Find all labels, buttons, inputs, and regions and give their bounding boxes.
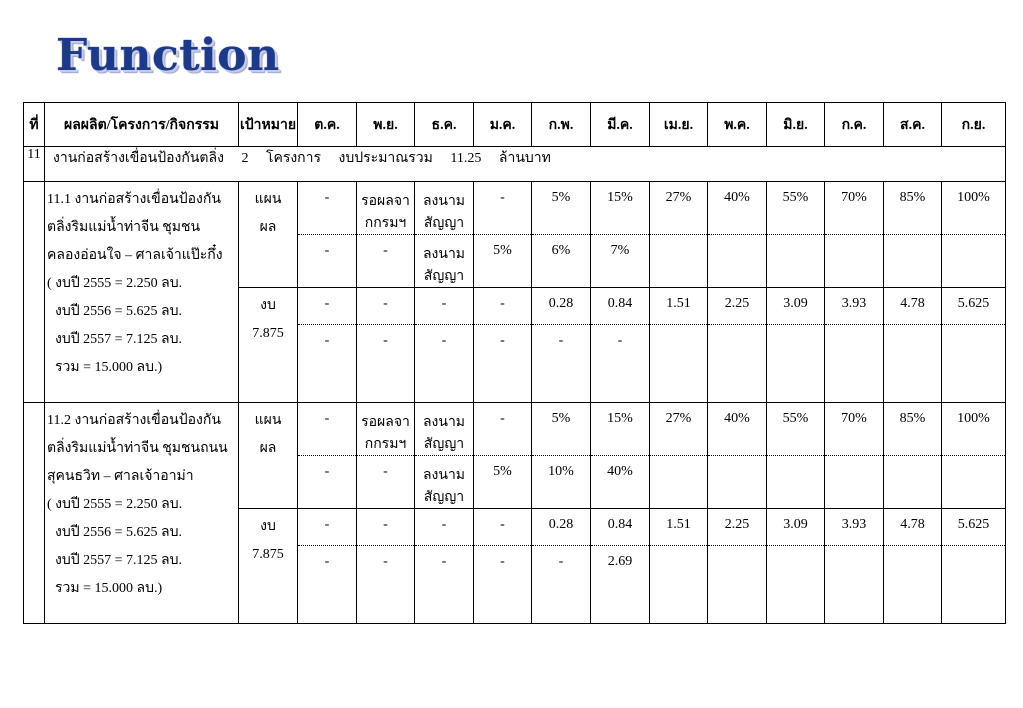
month-value-cell: 5%: [532, 182, 591, 235]
month-value-cell: [767, 456, 825, 509]
header-cell: ก.ย.: [942, 103, 1006, 147]
project-number-cell: [24, 403, 45, 624]
month-value-cell: 55%: [767, 182, 825, 235]
summary-title: งานก่อสร้างเขื่อนป้องกันตลิ่ง: [53, 151, 224, 166]
month-value-cell: -: [298, 288, 357, 325]
month-value-cell: [884, 325, 942, 403]
summary-unit: โครงการ: [265, 151, 322, 166]
month-value-cell: [650, 235, 708, 288]
project-number-cell: [24, 182, 45, 403]
page-title: Function: [56, 30, 280, 81]
month-value-cell: -: [298, 235, 357, 288]
month-value-cell: ลงนามสัญญา: [415, 456, 474, 509]
month-value-cell: ลงนามสัญญา: [415, 182, 474, 235]
header-cell: ที่: [24, 103, 45, 147]
plan-label: แผน: [254, 413, 282, 428]
month-value-cell: [708, 546, 767, 624]
month-value-cell: 5%: [474, 235, 532, 288]
month-value-cell: [942, 546, 1006, 624]
plan-label: แผน: [254, 192, 282, 207]
month-value-cell: -: [357, 288, 415, 325]
month-value-cell: 40%: [591, 456, 650, 509]
month-value-cell: ลงนามสัญญา: [415, 403, 474, 456]
month-value-cell: 10%: [532, 456, 591, 509]
month-value-cell: ลงนามสัญญา: [415, 235, 474, 288]
month-value-cell: 85%: [884, 403, 942, 456]
project-description-line: ( งบปี 2555 = 2.250 ลบ.: [47, 276, 183, 291]
month-value-cell: 85%: [884, 182, 942, 235]
project-description-line: รวม = 15.000 ลบ.): [55, 581, 163, 596]
summary-number: 11: [24, 147, 45, 182]
project-description-line: คลองอ่อนใจ – ศาลเจ้าแป๊ะกึ๋ง: [47, 248, 223, 263]
month-value-cell: [942, 235, 1006, 288]
budget-value: 7.875: [252, 547, 284, 562]
month-value-cell: 1.51: [650, 509, 708, 546]
header-cell: ผลผลิต/โครงการ/กิจกรรม: [45, 103, 239, 147]
budget-value: 7.875: [252, 326, 284, 341]
month-value-cell: 3.93: [825, 509, 884, 546]
summary-budget-unit: ล้านบาท: [498, 151, 551, 166]
project-description-line: สุคนธวิท – ศาลเจ้าอาม่า: [47, 469, 194, 484]
project-description-line: ตลิ่งริมแม่น้ำท่าจีน ชุมชนถนน: [47, 441, 228, 456]
month-value-cell: 0.84: [591, 288, 650, 325]
month-value-cell: 70%: [825, 182, 884, 235]
header-cell: เม.ย.: [650, 103, 708, 147]
header-cell: พ.ย.: [357, 103, 415, 147]
project-description: [45, 182, 239, 403]
month-value-cell: -: [357, 546, 415, 624]
month-value-cell: 27%: [650, 182, 708, 235]
month-value-cell: -: [357, 325, 415, 403]
month-value-cell: [708, 325, 767, 403]
month-value-cell: -: [298, 403, 357, 456]
month-value-cell: รอผลจากกรมฯ: [357, 403, 415, 456]
project-description-line: 11.1 งานก่อสร้างเขื่อนป้องกัน: [47, 192, 221, 207]
month-value-cell: 27%: [650, 403, 708, 456]
month-value-cell: 40%: [708, 182, 767, 235]
month-value-cell: -: [415, 546, 474, 624]
month-value-cell: 3.09: [767, 288, 825, 325]
header-cell: พ.ค.: [708, 103, 767, 147]
month-value-cell: [767, 235, 825, 288]
month-value-cell: [650, 546, 708, 624]
project-plan-table: [23, 102, 1006, 624]
header-cell: ส.ค.: [884, 103, 942, 147]
month-value-cell: 1.51: [650, 288, 708, 325]
summary-text: [45, 147, 1006, 182]
month-value-cell: 3.93: [825, 288, 884, 325]
summary-count: 2: [241, 151, 249, 166]
month-value-cell: [884, 235, 942, 288]
header-cell: มี.ค.: [591, 103, 650, 147]
month-value-cell: 100%: [942, 182, 1006, 235]
budget-label: งบ: [260, 519, 276, 534]
header-cell: ก.ค.: [825, 103, 884, 147]
month-value-cell: 4.78: [884, 288, 942, 325]
month-value-cell: -: [474, 325, 532, 403]
project-row: [24, 182, 1006, 235]
month-value-cell: 70%: [825, 403, 884, 456]
month-value-cell: -: [357, 235, 415, 288]
month-value-cell: [825, 235, 884, 288]
project-description-line: งบปี 2556 = 5.625 ลบ.: [55, 304, 182, 319]
month-value-cell: 7%: [591, 235, 650, 288]
month-value-cell: -: [357, 509, 415, 546]
month-value-cell: -: [298, 456, 357, 509]
month-value-cell: -: [298, 325, 357, 403]
budget-label: งบ: [260, 298, 276, 313]
month-value-cell: [825, 325, 884, 403]
month-value-cell: [767, 546, 825, 624]
month-value-cell: -: [415, 288, 474, 325]
month-value-cell: 2.25: [708, 509, 767, 546]
month-value-cell: [942, 456, 1006, 509]
project-row: [24, 403, 1006, 456]
project-description-line: งบปี 2557 = 7.125 ลบ.: [55, 332, 182, 347]
project-description: [45, 403, 239, 624]
header-cell: ธ.ค.: [415, 103, 474, 147]
month-value-cell: [650, 325, 708, 403]
month-value-cell: [884, 456, 942, 509]
month-value-cell: 2.69: [591, 546, 650, 624]
target-plan-result: [239, 403, 298, 509]
month-value-cell: 55%: [767, 403, 825, 456]
month-value-cell: -: [357, 456, 415, 509]
month-value-cell: [708, 235, 767, 288]
month-value-cell: 0.28: [532, 288, 591, 325]
result-label: ผล: [259, 220, 277, 235]
month-value-cell: -: [474, 546, 532, 624]
header-cell: ก.พ.: [532, 103, 591, 147]
month-value-cell: [767, 325, 825, 403]
target-budget: [239, 509, 298, 624]
month-value-cell: [825, 546, 884, 624]
header-row: [24, 103, 1006, 147]
header-cell: ต.ค.: [298, 103, 357, 147]
month-value-cell: -: [474, 288, 532, 325]
month-value-cell: -: [298, 182, 357, 235]
month-value-cell: -: [474, 509, 532, 546]
summary-budget-label: งบประมาณรวม: [338, 151, 433, 166]
header-cell: ม.ค.: [474, 103, 532, 147]
project-description-line: ตลิ่งริมแม่น้ำท่าจีน ชุมชน: [47, 220, 201, 235]
month-value-cell: [650, 456, 708, 509]
month-value-cell: 0.28: [532, 509, 591, 546]
month-value-cell: [884, 546, 942, 624]
month-value-cell: 5%: [532, 403, 591, 456]
month-value-cell: -: [298, 546, 357, 624]
project-description-line: รวม = 15.000 ลบ.): [55, 360, 163, 375]
project-description-line: งบปี 2556 = 5.625 ลบ.: [55, 525, 182, 540]
project-description-line: ( งบปี 2555 = 2.250 ลบ.: [47, 497, 183, 512]
month-value-cell: 15%: [591, 403, 650, 456]
month-value-cell: 15%: [591, 182, 650, 235]
month-value-cell: -: [591, 325, 650, 403]
month-value-cell: -: [298, 509, 357, 546]
project-description-line: งบปี 2557 = 7.125 ลบ.: [55, 553, 182, 568]
month-value-cell: 5.625: [942, 288, 1006, 325]
result-label: ผล: [259, 441, 277, 456]
month-value-cell: -: [415, 509, 474, 546]
month-value-cell: 40%: [708, 403, 767, 456]
month-value-cell: -: [532, 546, 591, 624]
target-plan-result: [239, 182, 298, 288]
month-value-cell: รอผลจากกรมฯ: [357, 182, 415, 235]
month-value-cell: -: [474, 403, 532, 456]
month-value-cell: 3.09: [767, 509, 825, 546]
target-budget: [239, 288, 298, 403]
month-value-cell: 5.625: [942, 509, 1006, 546]
header-cell: มิ.ย.: [767, 103, 825, 147]
month-value-cell: 2.25: [708, 288, 767, 325]
month-value-cell: 5%: [474, 456, 532, 509]
month-value-cell: 4.78: [884, 509, 942, 546]
month-value-cell: -: [415, 325, 474, 403]
project-description-line: 11.2 งานก่อสร้างเขื่อนป้องกัน: [47, 413, 221, 428]
month-value-cell: 6%: [532, 235, 591, 288]
summary-row: [24, 147, 1006, 182]
month-value-cell: 100%: [942, 403, 1006, 456]
summary-budget: 11.25: [450, 151, 482, 166]
month-value-cell: [708, 456, 767, 509]
month-value-cell: [825, 456, 884, 509]
header-cell: เป้าหมาย: [239, 103, 298, 147]
month-value-cell: -: [474, 182, 532, 235]
month-value-cell: -: [532, 325, 591, 403]
month-value-cell: [942, 325, 1006, 403]
month-value-cell: 0.84: [591, 509, 650, 546]
